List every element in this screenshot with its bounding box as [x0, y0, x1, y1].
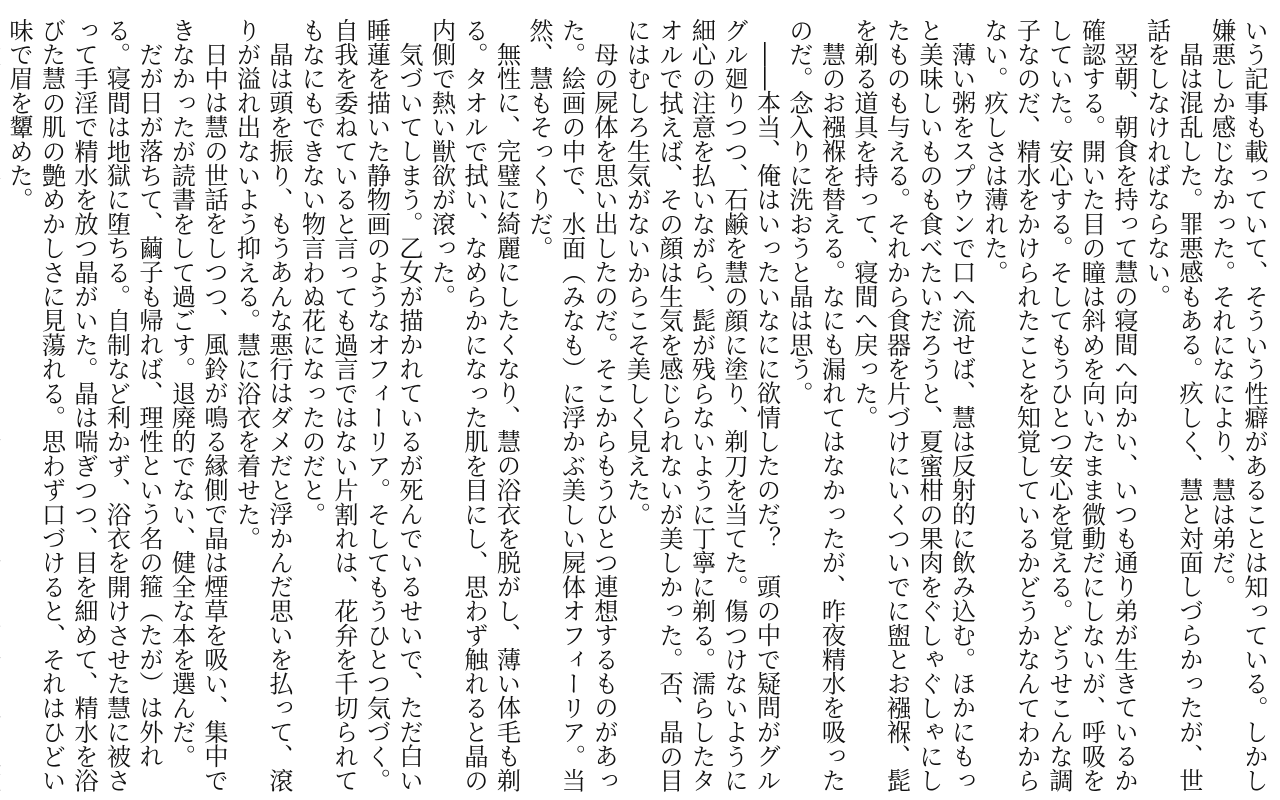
paragraph-10: 晶は頭を振り、もうあんな悪行はダメだと浮かんだ思いを払って、滾りが溢れ出ないよう抑える。慧に浴衣を着せた。 [232, 18, 293, 793]
paragraph-3: 翌朝、朝食を持って慧の寝間へ向かい、いつも通り弟が生きているか確認する。開いた目の瞳は斜めを向いたまま微動だにしないが、呼吸をしていた。安心する。そしてもうひとつ安心を覚える。どうせこんな調子なのだ、精水をかけられたことを知覚しているかどうかなんてわからない。疚しさは薄れた。 [980, 18, 1138, 793]
paragraph-13 [0, 18, 3, 793]
paragraph-2: 晶は混乱した。罪悪感もある。疚しく、慧と対面しづらかったが、世話をしなければならない。 [1142, 18, 1203, 793]
paragraph-1: いう記事も載っていて、そういう性癖があることは知っている。しかし嫌悪しか感じなかった。それになにより、慧は弟だ。 [1207, 18, 1268, 793]
paragraph-4: 薄い粥をスプウンで口へ流せば、慧は反射的に飲み込む。ほかにもっと美味しいものも食べたいだろうと、夏蜜柑の果肉をぐしゃぐしゃにしたものも与える。それから食器を片づけにいくついでに盥とお襁褓、髭を剃る道具を持って、寝間へ戻った。 [850, 18, 976, 793]
paragraph-6: ――本当、俺はいったいなにに欲情したのだ？ 頭の中で疑問がグルグル廻りつつ、石鹸を慧の顔に塗り、剃刀を当てた。傷つけないように細心の注意を払いながら、髭が残らないように丁寧に剃る。濡らしたタオルで拭えば、その顔は生気を感じられないが美しかった。否、晶の目にはむしろ生気がないからこそ美しく見えた。 [622, 18, 781, 793]
vertical-text-page [5, 18, 1270, 793]
paragraph-11: 日中は慧の世話をしつつ、風鈴が鳴る縁側で晶は煙草を吸い、集中できなかったが読書をして過ごす。退廃的でない、健全な本を選んだ。 [167, 18, 228, 793]
paragraph-5: 慧のお襁褓を替える。なにも漏れてはなかったが、昨夜精水を吸ったのだ。念入りに洗おうと晶は思う。 [785, 18, 846, 793]
paragraph-12: だが日が落ちて、繭子も帰れば、理性という名の箍（たが）は外れる。寝間は地獄に堕ちる。自制など利かず、浴衣を開けさせた慧に被さって手淫で精水を放つ晶がいた。晶は喘ぎつつ、目を細めて、精水を浴びた慧の肌の艶めかしさに見蕩れる。思わず口づけると、それはひどい味で眉を顰めた。 [5, 18, 163, 793]
paragraph-7: 母の屍体を思い出したのだ。そこからもうひとつ連想するものがあった。絵画の中で、水面（みなも）に浮かぶ美しい屍体オフィーリア。当然、慧もそっくりだ。 [525, 18, 618, 793]
paragraph-8: 無性に、完璧に綺麗にしたくなり、慧の浴衣を脱がし、薄い体毛も剃る。タオルで拭い、なめらかになった肌を目にし、思わず触れると晶の内側で熱い獣欲が滾った。 [427, 18, 521, 793]
paragraph-9: 気づいてしまう。乙女が描かれているが死んでいるせいで、ただ白い睡蓮を描いた静物画のようなオフィーリア。そしてもうひとつ気づく。自我を委ねていると言っても過言ではない片割れは、花弁を千切られてもなにもできない物言わぬ花になったのだと。 [297, 18, 423, 793]
